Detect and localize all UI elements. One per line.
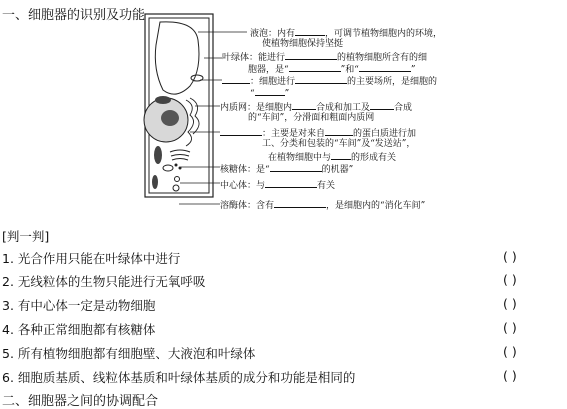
judge-header: [判一判] xyxy=(2,229,50,244)
answer-paren-2[interactable]: ( ) xyxy=(503,272,517,287)
annotation-golgi-3: 在植物细胞中与 的形成有关 xyxy=(268,150,396,164)
centrosome xyxy=(175,177,180,182)
vacuole xyxy=(155,22,199,94)
section1-title: 一、细胞器的识别及功能 xyxy=(2,8,146,23)
question-1: 1. 光合作用只能在叶绿体中进行 xyxy=(2,251,181,266)
annotation-mitochondrion-2: “ ” xyxy=(250,86,289,100)
question-4: 4. 各种正常细胞都有核糖体 xyxy=(2,322,156,337)
annotation-golgi: ：主要是对来自 的蛋白质进行加 xyxy=(220,126,416,140)
nucleolus xyxy=(161,110,179,126)
answer-paren-6[interactable]: ( ) xyxy=(503,368,517,383)
annotation-lysosome: 溶酶体：含有 ，是细胞内的“消化车间” xyxy=(220,198,425,212)
section2-title: 二、细胞器之间的协调配合 xyxy=(2,394,159,409)
annotation-chloroplast-2: 胞器，是“ ”和“ ” xyxy=(248,62,415,76)
annotation-golgi-2: 工、分类和包装的“车间”及“发送站”， xyxy=(262,139,416,149)
chloroplast xyxy=(155,96,171,104)
question-6: 6. 细胞质基质、线粒体基质和叶绿体基质的成分和功能是相同的 xyxy=(2,370,356,385)
question-5: 5. 所有植物细胞都有细胞壁、大液泡和叶绿体 xyxy=(2,346,256,361)
answer-paren-3[interactable]: ( ) xyxy=(503,296,517,311)
answer-paren-1[interactable]: ( ) xyxy=(503,249,517,264)
annotation-ribosome: 核糖体：是“ 的机器” xyxy=(220,162,353,176)
annotation-vacuole: 液泡：内有 ，可调节植物细胞内的环境， xyxy=(250,26,442,40)
annotation-er-2: 的“车间”，分滑面和粗面内质网 xyxy=(248,113,375,123)
annotation-vacuole-2: 使植物细胞保持坚挺 xyxy=(262,39,344,49)
question-2: 2. 无线粒体的生物只能进行无氧呼吸 xyxy=(2,274,206,289)
annotation-centrosome: 中心体：与 有关 xyxy=(220,178,335,192)
lysosome xyxy=(173,185,179,191)
annotation-mitochondrion: ：细胞进行 的主要场所，是细胞的 xyxy=(222,74,437,88)
annotation-er: 内质网：是细胞内 合成和加工及 合成 xyxy=(220,100,412,114)
question-3: 3. 有中心体一定是动物细胞 xyxy=(2,298,156,313)
answer-paren-4[interactable]: ( ) xyxy=(503,320,517,335)
answer-paren-5[interactable]: ( ) xyxy=(503,344,517,359)
annotation-chloroplast: 叶绿体：能进行 的植物细胞所含有的细 xyxy=(222,50,427,64)
golgi xyxy=(170,150,190,160)
ribosome xyxy=(175,164,178,167)
